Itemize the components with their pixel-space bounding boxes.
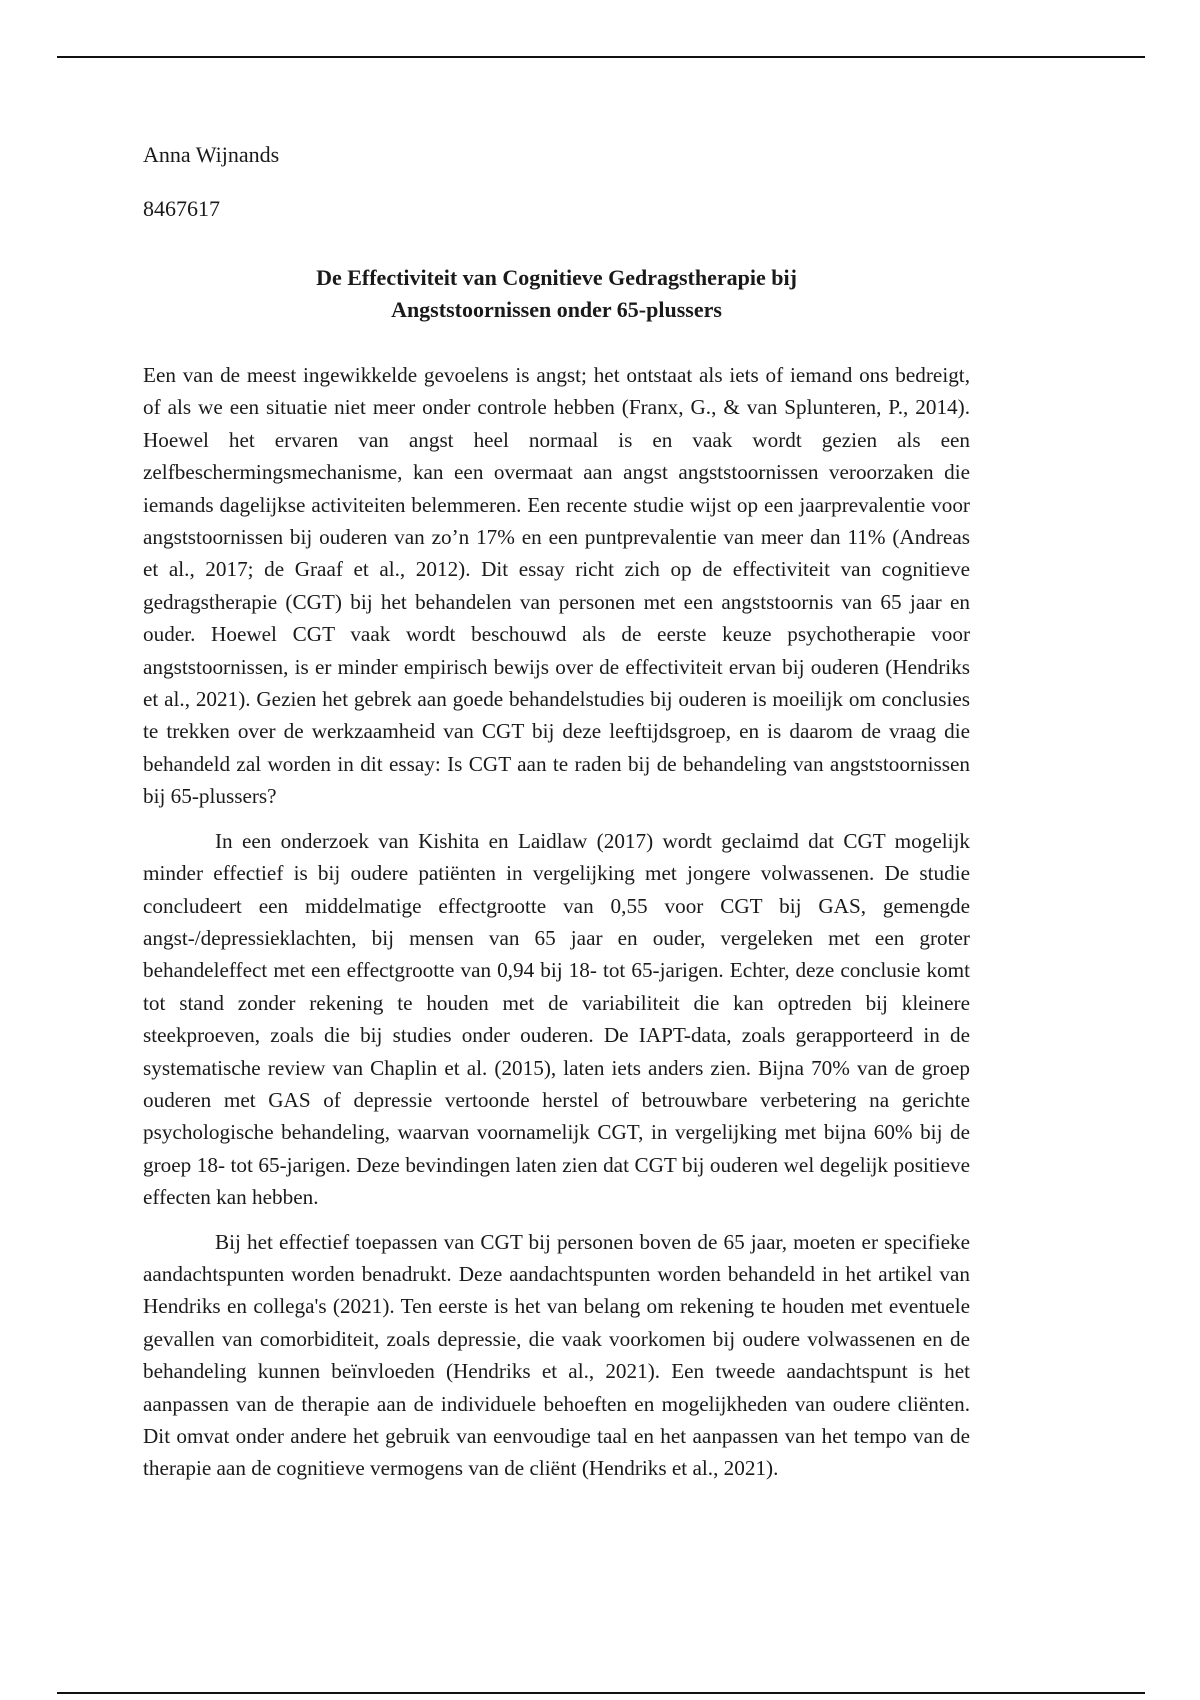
author-name: Anna Wijnands xyxy=(143,142,280,167)
document-page xyxy=(143,140,970,1497)
paragraph-attention-points: Bij het effectief toepassen van CGT bij personen boven de 65 jaar, moeten er specifieke aandachtspunten worden benadrukt. Deze aandachtspunten worden behandeld in het artikel van Hendriks en collega's (2021). Ten eerste is het van belang om rekening te houden met eventuele gevallen van comorbiditeit, zoals depressie, die vaak voorkomen bij oudere volwassenen en de behandeling kunnen beïnvloeden (Hendriks et al., 2021). Een tweede aandachtspunt is het aanpassen van de therapie aan de individuele behoeften en mogelijkheden van oudere cliënten. Dit omvat onder andere het gebruik van eenvoudige taal en het aanpassen van het tempo van de therapie aan de cognitieve vermogens van de cliënt (Hendriks et al., 2021). xyxy=(143,1229,970,1481)
footer-rule xyxy=(57,1692,1145,1694)
essay-body xyxy=(143,359,970,1485)
header-rule xyxy=(57,56,1145,58)
paragraph-intro: Een van de meest ingewikkelde gevoelens is angst; het ontstaat als iets of iemand ons bedreigt, of als we een situatie niet meer onder controle hebben (Franx, G., & van Splunteren, P., 2014). Hoewel het ervaren van angst heel normaal is en vaak wordt gezien als een zelfbeschermingsmechanisme, kan een overmaat aan angst angststoornissen veroorzaken die iemands dagelijkse activiteiten belemmeren. Een recente studie wijst op een jaarprevalentie voor angststoornissen bij ouderen van zo’n 17% en een puntprevalentie van meer dan 11% (Andreas et al., 2017; de Graaf et al., 2012). Dit essay richt zich op de effectiviteit van cognitieve gedragstherapie (CGT) bij het behandelen van personen met een angststoornis van 65 jaar en ouder. Hoewel CGT vaak wordt beschouwd als de eerste keuze psychotherapie voor angststoornissen, is er minder empirisch bewijs over de effectiviteit ervan bij ouderen (Hendriks et al., 2021). Gezien het gebrek aan goede behandelstudies bij ouderen is moeilijk om conclusies te trekken over de werkzaamheid van CGT bij deze leeftijdsgroep, en is daarom de vraag die behandeld zal worden in dit essay: Is CGT aan te raden bij de behandeling van angststoornissen bij 65-plussers? xyxy=(143,363,970,809)
title-line-2: Angststoornissen onder 65-plussers xyxy=(391,297,722,322)
essay-title xyxy=(143,262,970,326)
paragraph-effectiveness: In een onderzoek van Kishita en Laidlaw (2017) wordt geclaimd dat CGT mogelijk minder effectief is bij oudere patiënten in vergelijking met jongere volwassenen. De studie concludeert een middelmatige effectgrootte van 0,55 voor CGT bij GAS, gemengde angst-/depressieklachten, bij mensen van 65 jaar en ouder, vergeleken met een groter behandeleffect met een effectgrootte van 0,94 bij 18- tot 65-jarigen. Echter, deze conclusie komt tot stand zonder rekening te houden met de variabiliteit die kan optreden bij kleinere steekproeven, zoals die bij studies onder ouderen. De IAPT-data, zoals gerapporteerd in de systematische review van Chaplin et al. (2015), laten iets anders zien. Bijna 70% van de groep ouderen met GAS of depressie vertoonde herstel of betrouwbare verbetering na gerichte psychologische behandeling, waarvan voornamelijk CGT, in vergelijking met bijna 60% bij de groep 18- tot 65-jarigen. Deze bevindingen laten zien dat CGT bij ouderen wel degelijk positieve effecten kan hebben. xyxy=(143,828,970,1210)
student-number: 8467617 xyxy=(143,196,220,221)
title-line-1: De Effectiviteit van Cognitieve Gedragstherapie bij xyxy=(316,265,797,290)
